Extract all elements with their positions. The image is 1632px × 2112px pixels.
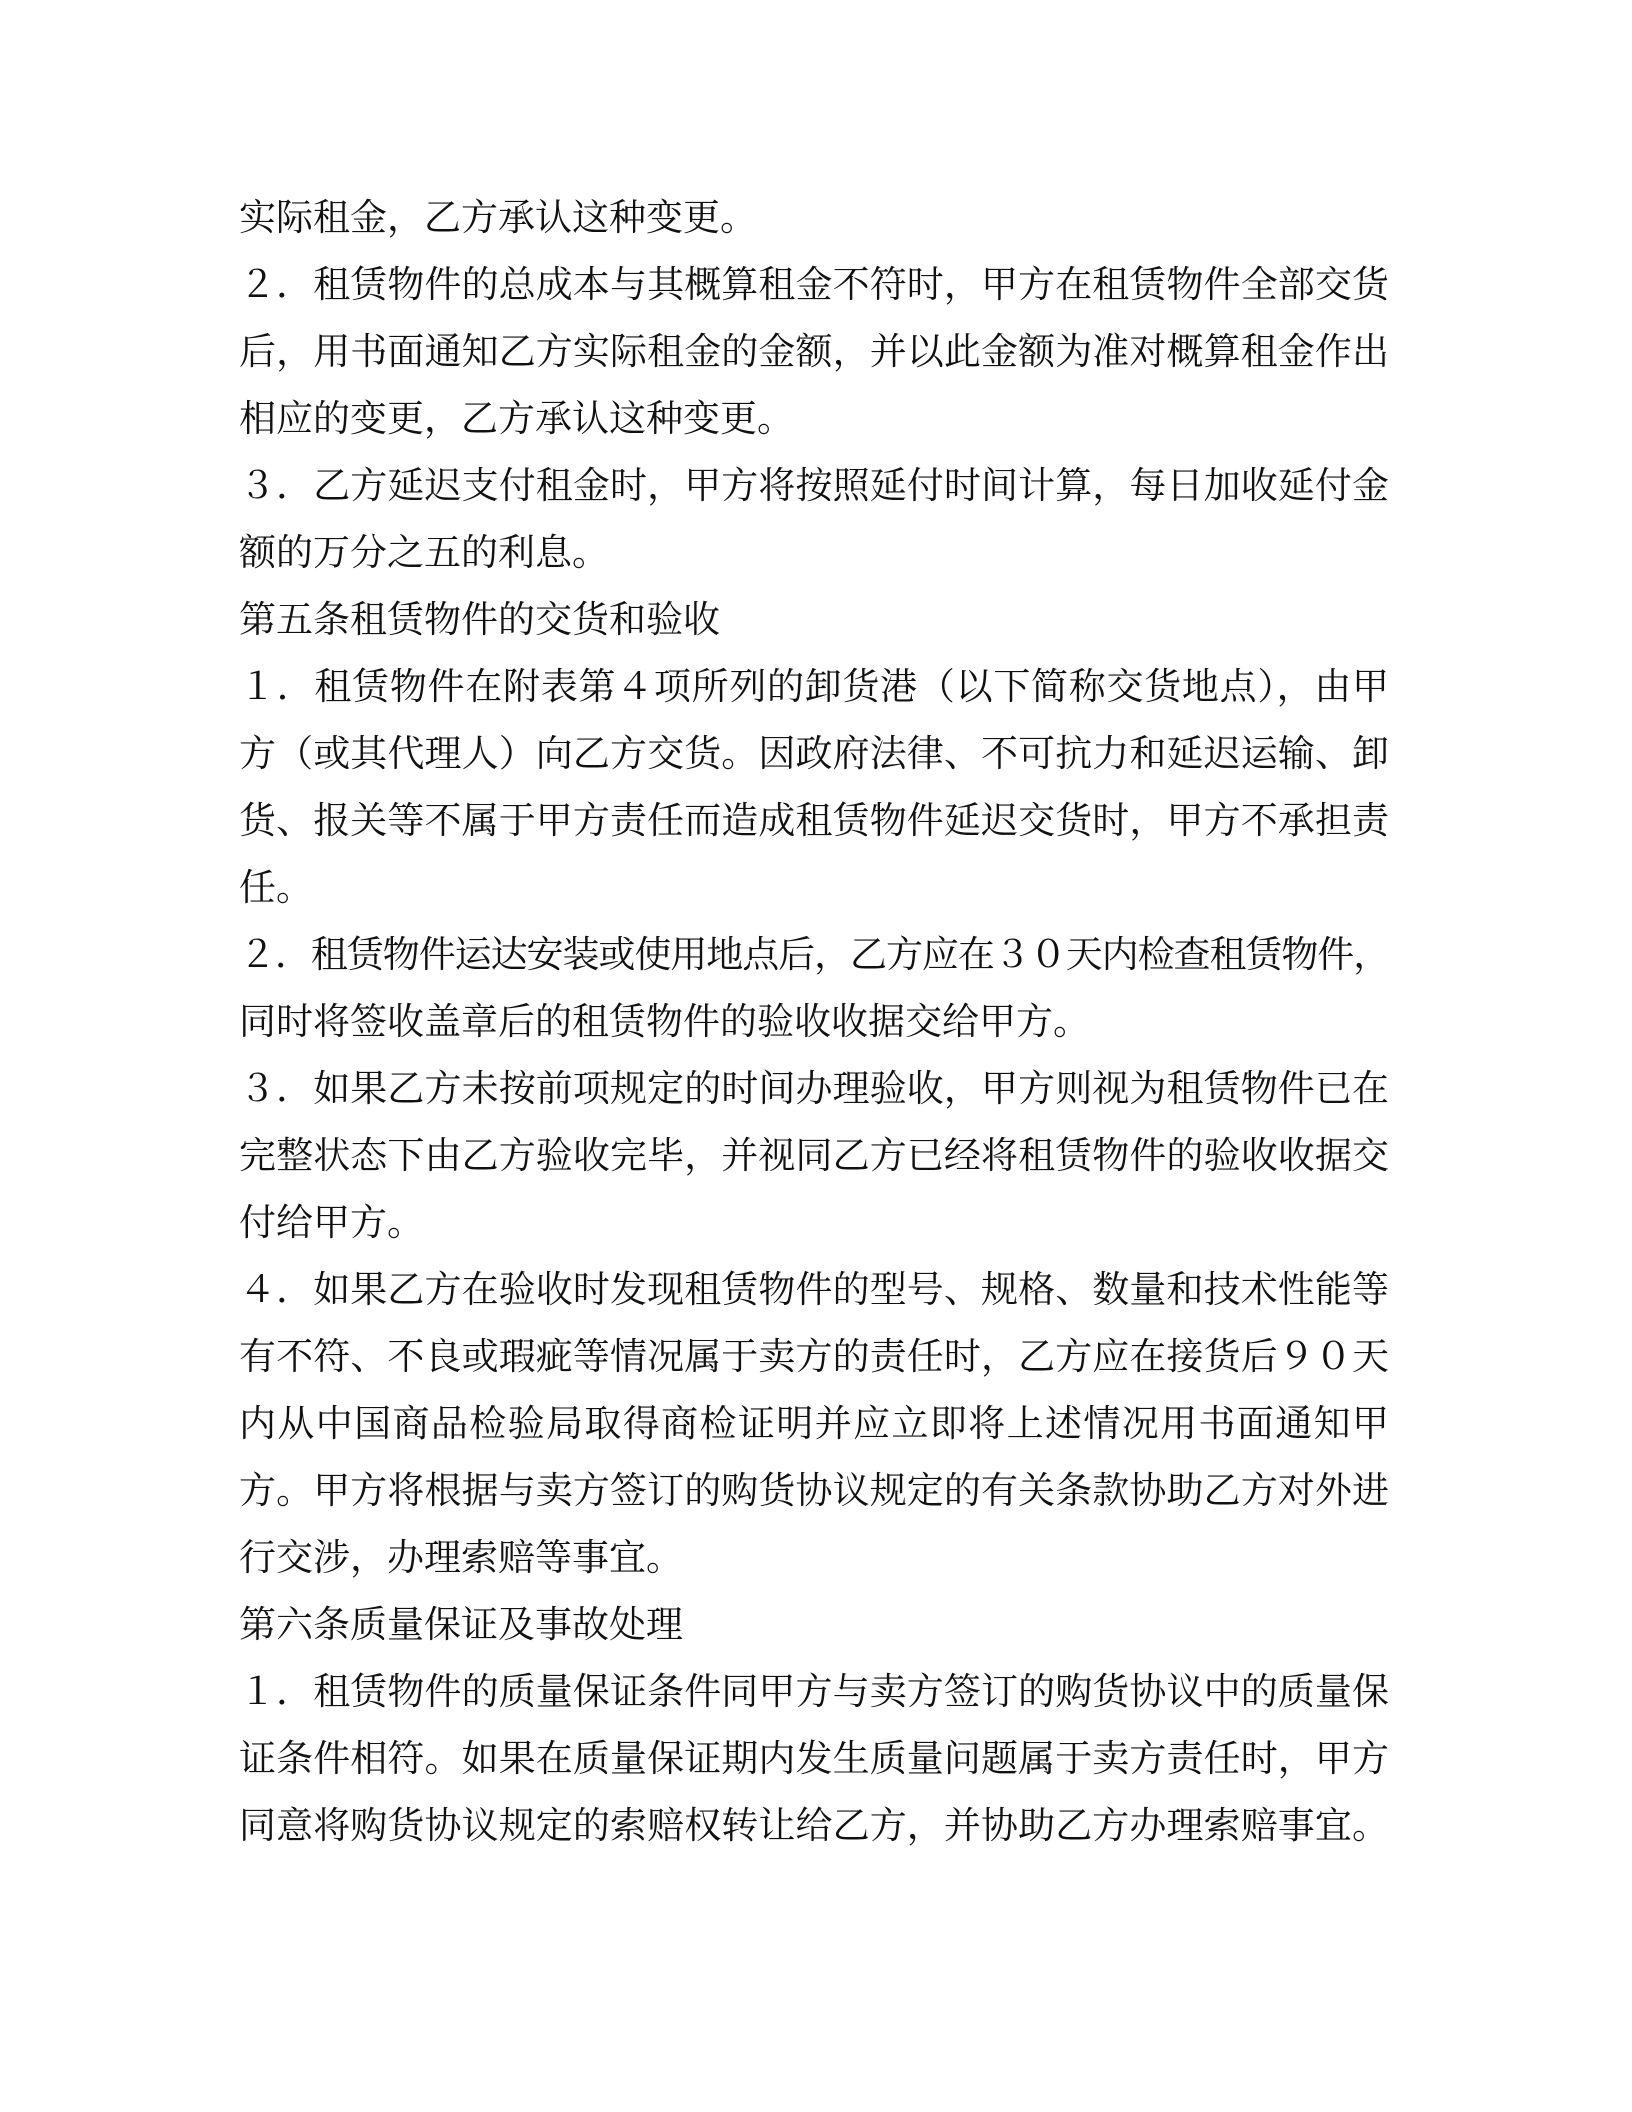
text-line: １．租赁物件的质量保证条件同甲方与卖方签订的购货协议中的质量保 — [239, 1670, 1389, 1713]
text-line: 同时将签收盖章后的租赁物件的验收收据交给甲方。 — [239, 1000, 1090, 1043]
document-body — [239, 184, 1389, 1859]
section-heading: 第五条租赁物件的交货和验收 — [239, 598, 720, 641]
text-line: 方（或其代理人）向乙方交货。因政府法律、不可抗力和延迟运输、卸 — [239, 732, 1389, 775]
text-line: 相应的变更，乙方承认这种变更。 — [239, 397, 794, 440]
text-line: 额的万分之五的利息。 — [239, 531, 609, 574]
text-line: 方。甲方将根据与卖方签订的购货协议规定的有关条款协助乙方对外进 — [239, 1469, 1389, 1512]
text-line: ２．租赁物件的总成本与其概算租金不符时，甲方在租赁物件全部交货 — [239, 263, 1389, 306]
text-line: 有不符、不良或瑕疵等情况属于卖方的责任时，乙方应在接货后９０天 — [239, 1335, 1389, 1378]
text-line: ３．如果乙方未按前项规定的时间办理验收，甲方则视为租赁物件已在 — [239, 1067, 1389, 1110]
section-heading: 第六条质量保证及事故处理 — [239, 1603, 683, 1646]
text-line: ２．租赁物件运达安装或使用地点后，乙方应在３０天内检查租赁物件， — [239, 933, 1389, 976]
text-line: 付给甲方。 — [239, 1201, 424, 1244]
text-line: 内从中国商品检验局取得商检证明并应立即将上述情况用书面通知甲 — [239, 1402, 1389, 1445]
text-line: 货、报关等不属于甲方责任而造成租赁物件延迟交货时，甲方不承担责 — [239, 799, 1389, 842]
text-line: ４．如果乙方在验收时发现租赁物件的型号、规格、数量和技术性能等 — [239, 1268, 1389, 1311]
text-line: ３．乙方延迟支付租金时，甲方将按照延付时间计算，每日加收延付金 — [239, 464, 1389, 507]
text-line: 证条件相符。如果在质量保证期内发生质量问题属于卖方责任时，甲方 — [239, 1737, 1389, 1780]
text-line: １．租赁物件在附表第４项所列的卸货港（以下简称交货地点），由甲 — [239, 665, 1389, 708]
text-line: 行交涉，办理索赔等事宜。 — [239, 1536, 683, 1579]
text-line: 后，用书面通知乙方实际租金的金额，并以此金额为准对概算租金作出 — [239, 330, 1389, 373]
text-line: 任。 — [239, 866, 313, 909]
text-line: 实际租金，乙方承认这种变更。 — [239, 196, 757, 239]
text-line: 同意将购货协议规定的索赔权转让给乙方，并协助乙方办理索赔事宜。 — [239, 1804, 1389, 1847]
text-line: 完整状态下由乙方验收完毕，并视同乙方已经将租赁物件的验收收据交 — [239, 1134, 1389, 1177]
